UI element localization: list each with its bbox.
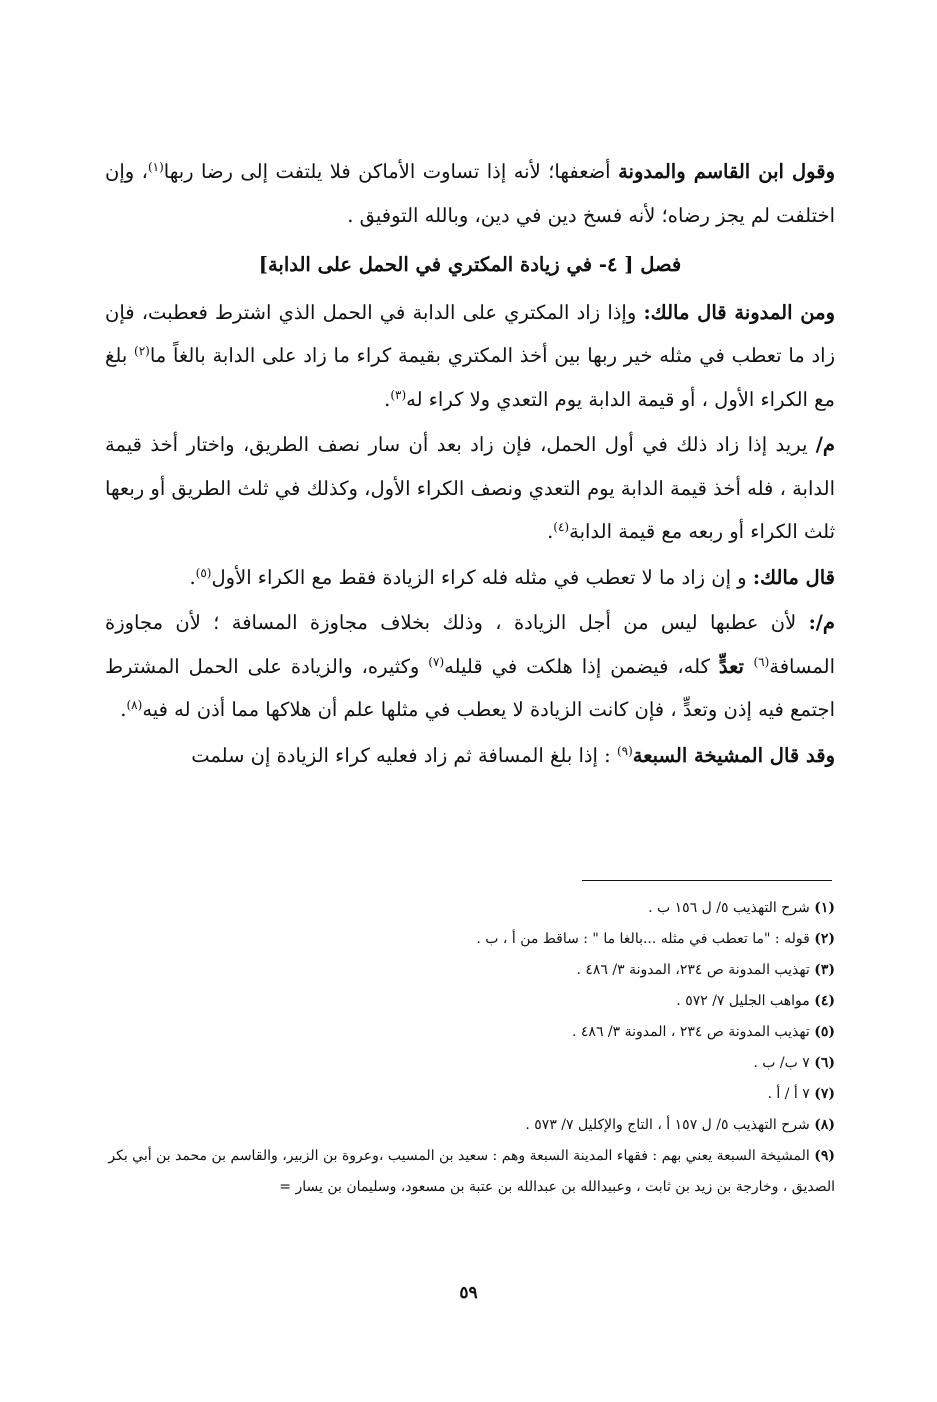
footnote-text: مواهب الجليل ٧/ ٥٧٢ . bbox=[676, 993, 815, 1009]
paragraph-3-text-2: . bbox=[547, 520, 554, 543]
footnote-text: تهذيب المدونة ص ٢٣٤ ، المدونة ٣/ ٤٨٦ . bbox=[572, 1024, 815, 1040]
footnote-text: شرح التهذيب ٥/ ل ١٥٦ ب . bbox=[648, 900, 815, 916]
footnote-ref-2: (٢) bbox=[134, 344, 150, 358]
paragraph-6-text: : إذا بلغ المسافة ثم زاد فعليه كراء الزيادة إن سلمت bbox=[191, 743, 617, 767]
footnote-ref-9: (٩) bbox=[616, 743, 633, 758]
paragraph-6 bbox=[105, 734, 835, 778]
footnote-9 bbox=[105, 1141, 835, 1203]
paragraph-2-lead: ومن المدونة قال مالك: bbox=[643, 300, 836, 324]
footnote-divider bbox=[582, 880, 832, 881]
footnote-number: (٧) bbox=[814, 1086, 835, 1102]
footnote-6 bbox=[105, 1048, 835, 1079]
footnote-1 bbox=[105, 893, 835, 924]
paragraph-4-text-2: . bbox=[189, 565, 196, 589]
footnote-number: (٦) bbox=[814, 1055, 835, 1071]
paragraph-1-text-2: ، وإن اختلفت لم يجز رضاه؛ لأنه فسخ دين في دين، وبالله التوفيق . bbox=[105, 160, 835, 227]
main-text bbox=[105, 150, 835, 779]
paragraph-2 bbox=[105, 291, 835, 422]
paragraph-2-text-3: . bbox=[384, 387, 391, 411]
paragraph-3 bbox=[105, 423, 835, 554]
footnote-ref-5: (٥) bbox=[195, 565, 212, 580]
paragraph-5 bbox=[105, 601, 835, 732]
footnote-text: قوله : "ما تعطب في مثله ...بالغا ما " : ساقط من أ ، ب . bbox=[476, 931, 815, 947]
paragraph-1-text: أضعفها؛ لأنه إذا تساوت الأماكن فلا يلتفت إلى رضا ربها bbox=[163, 160, 619, 183]
footnote-4 bbox=[105, 986, 835, 1017]
footnote-number: (٤) bbox=[814, 993, 835, 1009]
footnote-number: (٥) bbox=[814, 1024, 835, 1040]
paragraph-1-lead: وقول ابن القاسم والمدونة bbox=[618, 160, 835, 183]
paragraph-5-lead: م/: bbox=[808, 611, 835, 634]
footnote-ref-6: (٦) bbox=[753, 654, 770, 669]
footnote-ref-3: (٣) bbox=[390, 387, 407, 402]
footnote-text: المشيخة السبعة يعني بهم : فقهاء المدينة السبعة وهم : سعيد بن المسيب ،وعروة بن الزبير، والقاسم بن محمد بن أبي بكر الصديق ، وخارجة بن زيد بن ثابت ، وعبيدالله بن عبدالله بن عتبة بن مسعود، وسليمان بن يسار = bbox=[108, 1148, 835, 1195]
section-heading: فصل [ ٤- في زيادة المكتري في الحمل على الدابة] bbox=[258, 253, 682, 276]
footnote-number: (٩) bbox=[814, 1148, 835, 1164]
paragraph-5-bold-mid: تعدٍّ bbox=[718, 654, 754, 678]
paragraph-5-text-2: كله، فيضمن إذا هلكت في قليله bbox=[444, 654, 719, 678]
footnote-ref-7: (٧) bbox=[428, 654, 445, 669]
footnote-text: تهذيب المدونة ص ٢٣٤، المدونة ٣/ ٤٨٦ . bbox=[576, 962, 815, 978]
paragraph-3-text: يريد إذا زاد ذلك في أول الحمل، فإن زاد بعد أن سار نصف الطريق، واختار أخذ قيمة الدابة ، فله أخذ قيمة الدابة يوم التعدي ونصف الكراء الأول، وكذلك في ثلث الطريق أو ربعها ثلث الكراء أو ربعه مع قيمة الدابة bbox=[105, 433, 835, 543]
footnote-number: (٣) bbox=[814, 962, 835, 978]
footnote-2 bbox=[105, 924, 835, 955]
paragraph-5-text: لأن عطبها ليس من أجل الزيادة ، وذلك بخلاف مجاوزة المسافة ؛ لأن مجاوزة المسافة bbox=[105, 611, 836, 678]
paragraph-2-text: وإذا زاد المكتري على الدابة في الحمل الذي اشترط فعطبت، فإن زاد ما تعطب في مثله خير ربها بين أخذ المكتري بقيمة كراء ما زاد على الدابة بالغاً ما bbox=[105, 300, 835, 367]
paragraph-4-text: و إن زاد ما لا تعطب في مثله فله كراء الزيادة فقط مع الكراء الأول bbox=[211, 565, 753, 589]
footnote-ref-4: (٤) bbox=[553, 520, 570, 534]
footnote-text: ٧ ب/ ب . bbox=[753, 1055, 815, 1071]
footnote-8 bbox=[105, 1110, 835, 1141]
footnote-ref-1: (١) bbox=[147, 160, 164, 174]
footnote-ref-8: (٨) bbox=[126, 698, 143, 712]
footnote-number: (٢) bbox=[814, 931, 835, 947]
footnote-7 bbox=[105, 1079, 835, 1110]
paragraph-3-lead: م/ bbox=[815, 433, 835, 456]
footnote-number: (١) bbox=[814, 900, 835, 916]
footnote-number: (٨) bbox=[814, 1117, 835, 1133]
paragraph-4 bbox=[105, 556, 835, 600]
page-number: ٥٩ bbox=[459, 1283, 478, 1303]
footnotes bbox=[105, 893, 835, 1203]
paragraph-6-lead: وقد قال المشيخة السبعة bbox=[632, 743, 835, 767]
footnote-text: شرح التهذيب ٥/ ل ١٥٧ أ ، التاج والإكليل ٧/ ٥٧٣ . bbox=[525, 1117, 815, 1133]
footnote-5 bbox=[105, 1017, 835, 1048]
footnote-3 bbox=[105, 955, 835, 986]
footnote-text: ٧ أ / أ . bbox=[767, 1086, 815, 1102]
paragraph-5-text-4: . bbox=[120, 698, 127, 721]
paragraph-4-lead: قال مالك: bbox=[752, 565, 835, 589]
paragraph-5-text-3: وكثيره، والزيادة على الحمل المشترط اجتمع فيه إذن وتعدٍّ ، فإن كانت الزيادة لا يعطب في مثلها علم أن هلاكها مما أذن له فيه bbox=[105, 654, 835, 721]
paragraph-2-text-2: بلغ مع الكراء الأول ، أو قيمة الدابة يوم التعدي ولا كراء له bbox=[105, 344, 835, 411]
paragraph-1 bbox=[105, 150, 835, 237]
